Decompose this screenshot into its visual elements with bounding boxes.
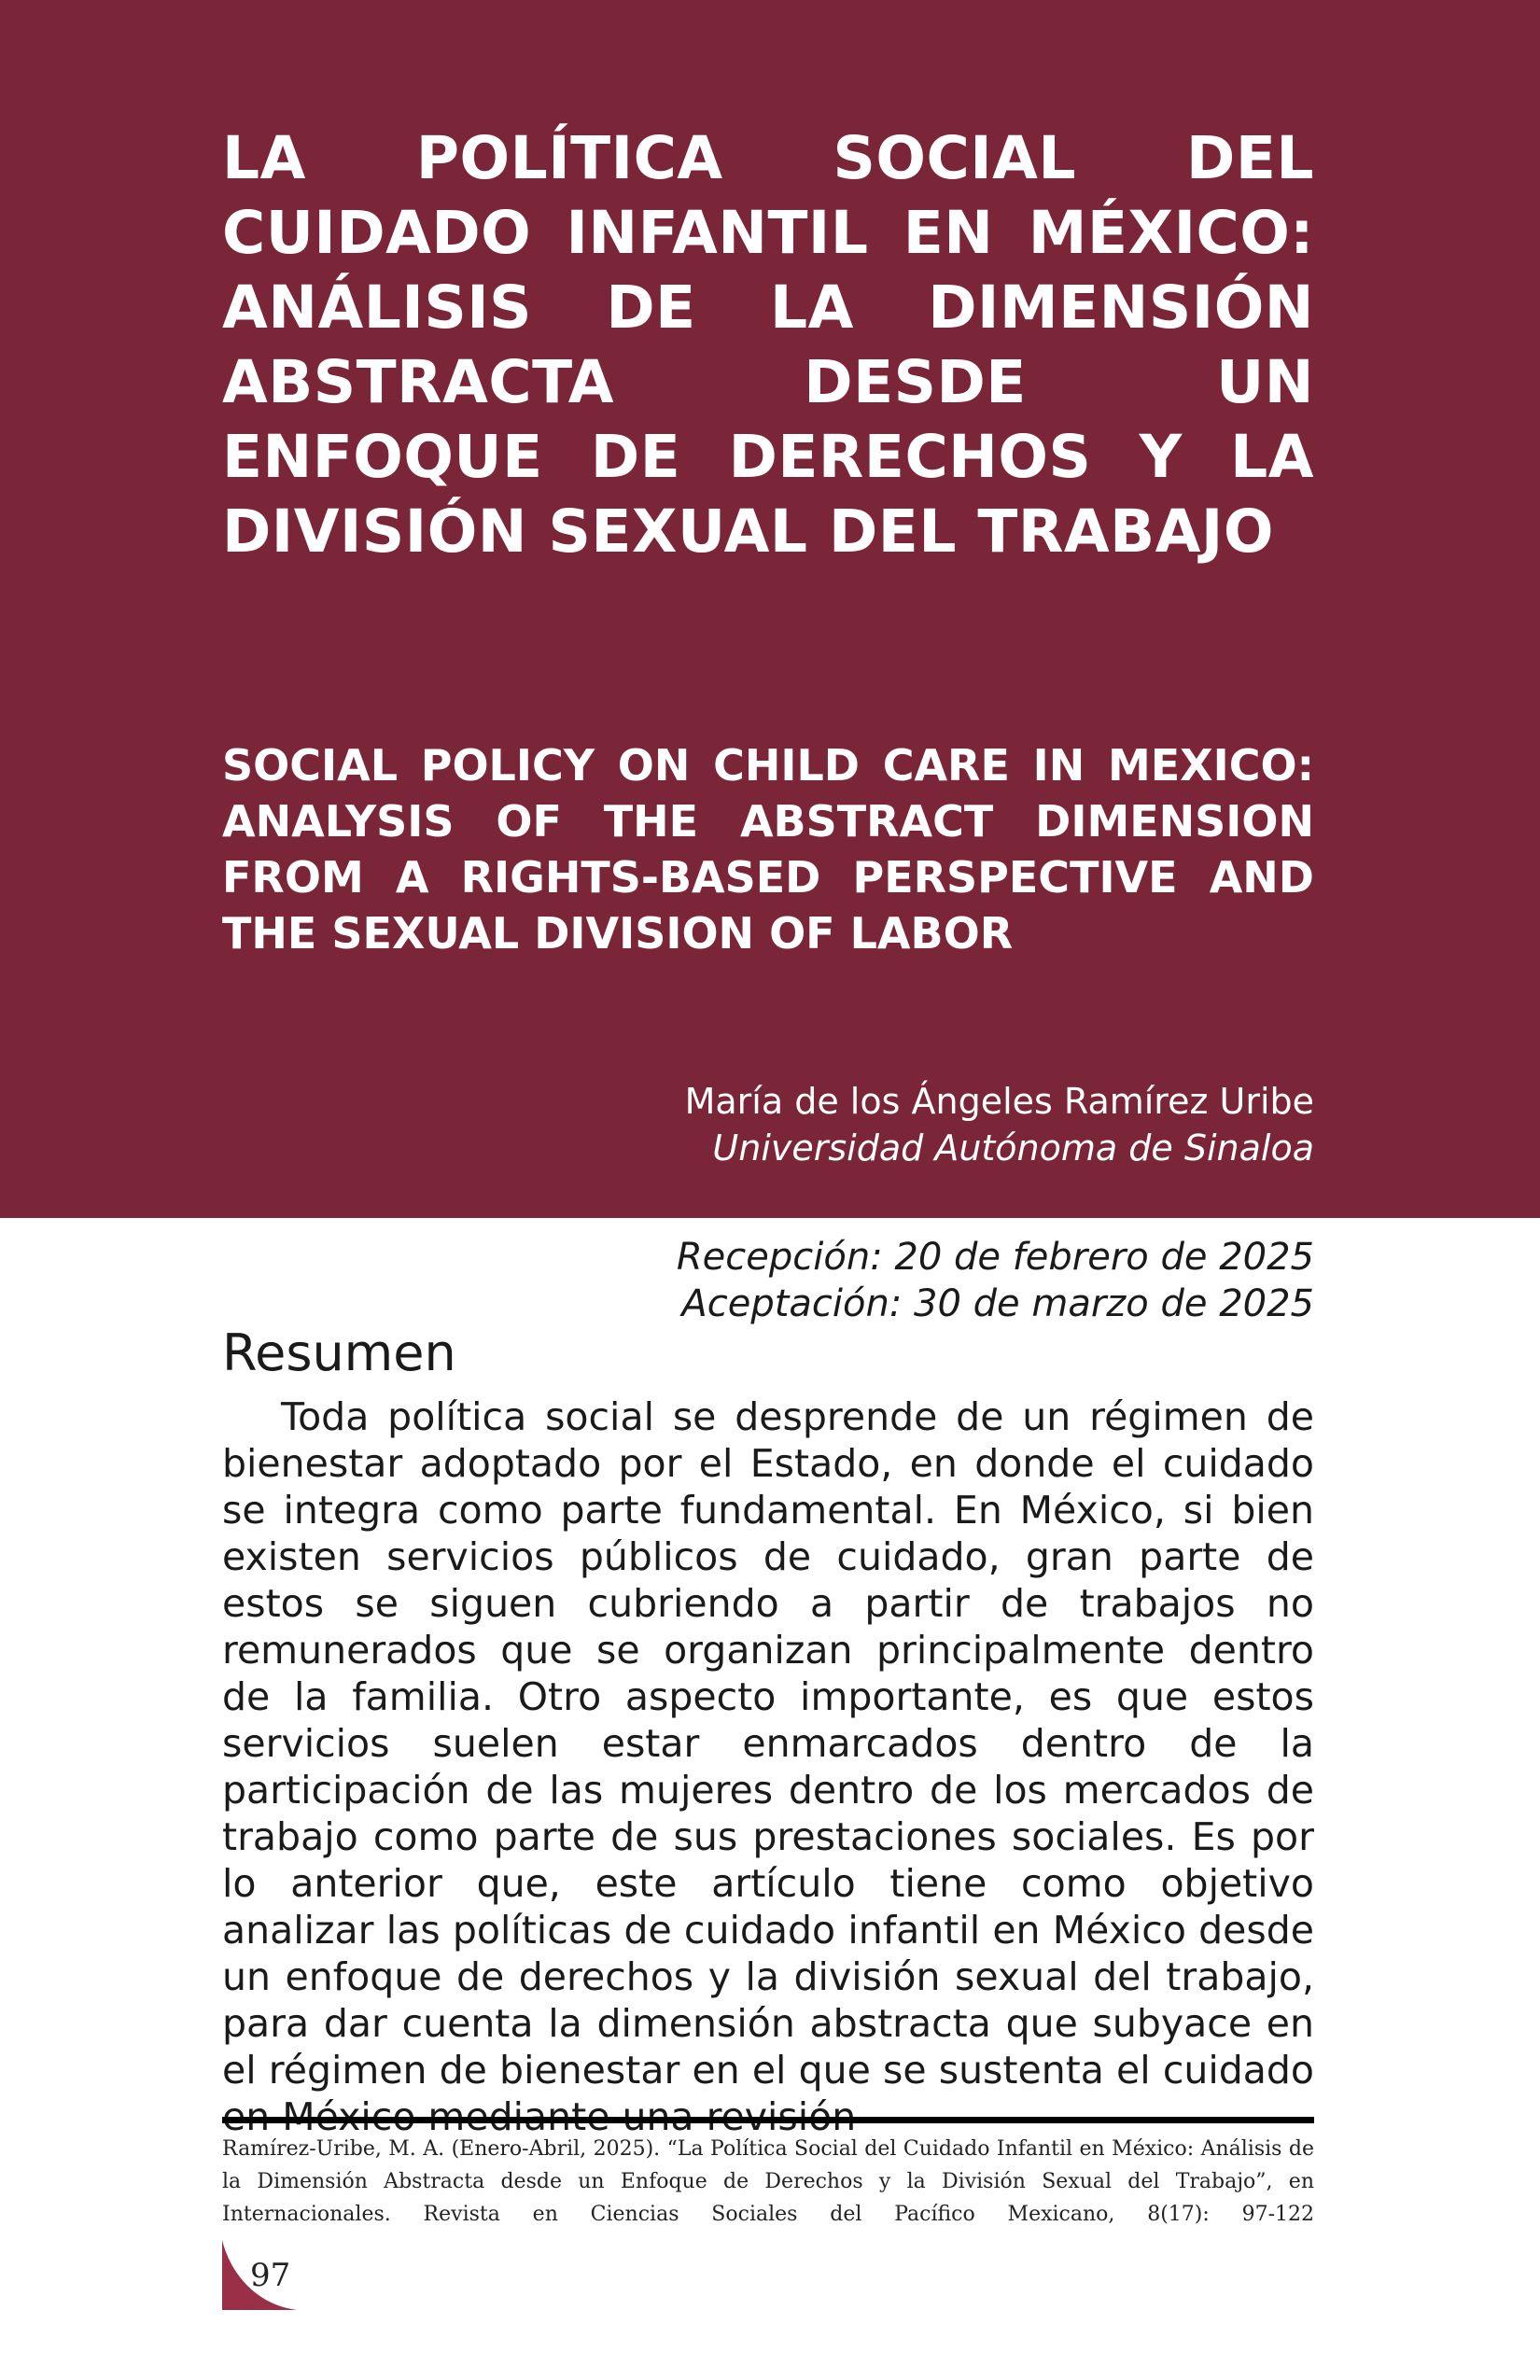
page-number: 97 bbox=[250, 2257, 291, 2294]
reception-date: Recepción: 20 de febrero de 2025 bbox=[676, 1236, 1314, 1279]
submission-dates bbox=[677, 1234, 1314, 1327]
citation-text: Ramírez-Uribe, M. A. (Enero-Abril, 2025). “La Política Social del Cuidado Infantil en México: Análisis de la Dimensión Abstracta desde un Enfoque de Derechos y la División Sexual del Trabajo”, en Internacionales. Revista en Ciencias Sociales del Pacífico Mexicano, 8(17): 97-122 bbox=[222, 2137, 1314, 2226]
title-spanish: LA POLÍTICA SOCIAL DEL CUIDADO INFANTIL EN MÉXICO: ANÁLISIS DE LA DIMENSIÓN ABSTRACTA DESDE UN ENFOQUE DE DERECHOS Y LA DIVISIÓN SEXUAL DEL TRABAJO bbox=[222, 124, 1314, 566]
title-english: SOCIAL POLICY ON CHILD CARE IN MEXICO: ANALYSIS OF THE ABSTRACT DIMENSION FROM A RIGHTS-BASED PERSPECTIVE AND THE SEXUAL DIVISION OF LABOR bbox=[222, 740, 1314, 959]
footer-divider bbox=[222, 2117, 1314, 2123]
abstract-heading: Resumen bbox=[222, 1323, 456, 1382]
author-name: María de los Ángeles Ramírez Uribe bbox=[684, 1081, 1314, 1122]
author-block bbox=[685, 1078, 1314, 1171]
author-affiliation: Universidad Autónoma de Sinaloa bbox=[712, 1127, 1314, 1169]
abstract-text: Toda política social se desprende de un régimen de bienestar adoptado por el Estado, en donde el cuidado se integra como parte fundamental. En México, si bien existen servicios públicos de cuidado, gran parte de estos se siguen cubriendo a partir de trabajos no remunerados que se organizan principalmente dentro de la familia. Otro aspecto importante, es que estos servicios suelen estar enmarcados dentro de la participación de las mujeres dentro de los mercados de trabajo como parte de sus prestaciones sociales. Es por lo anterior que, este artículo tiene como objetivo analizar las políticas de cuidado infantil en México desde un enfoque de derechos y la división sexual del trabajo, para dar cuenta la dimensión abstracta que subyace en el régimen de bienestar en el que se sustenta el cuidado bbox=[222, 1394, 1314, 2093]
acceptance-date: Aceptación: 30 de marzo de 2025 bbox=[681, 1282, 1314, 1325]
